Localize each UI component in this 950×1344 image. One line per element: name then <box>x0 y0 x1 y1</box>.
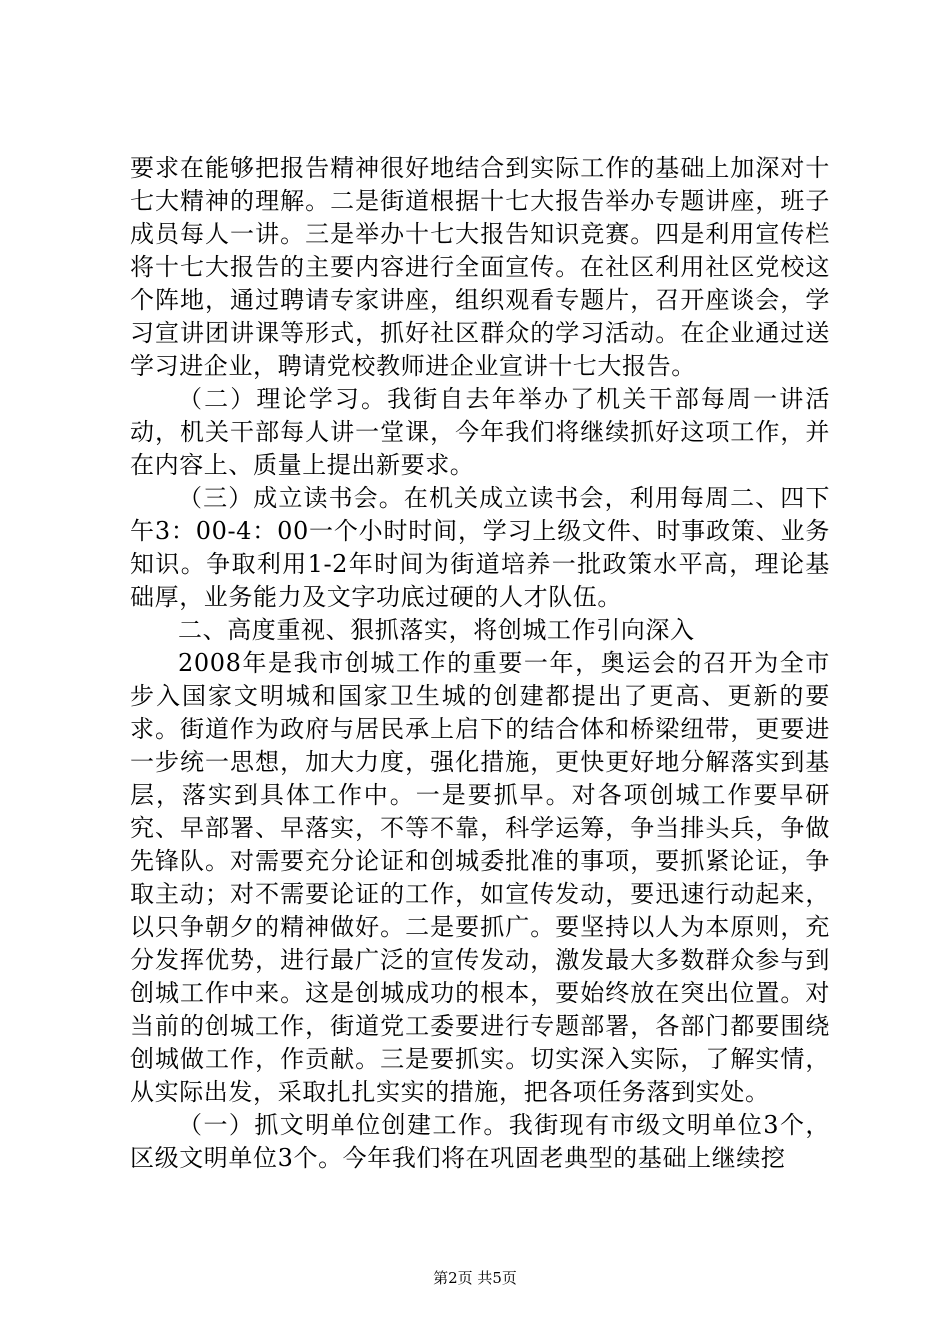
body-text <box>130 152 830 1175</box>
section-heading: 二、高度重视、狠抓落实，将创城工作引向深入 <box>178 616 695 644</box>
paragraph-city-creation: 2008年是我市创城工作的重要一年，奥运会的召开为全市步入国家文明城和国家卫生城的创建都提出了更高、更新的要求。街道作为政府与居民承上启下的结合体和桥梁纽带，更要进一步统一思想，加大力度，强化措施，更快更好地分解落实到基层，落实到具体工作中。一是要抓早。对各项创城工作要早研究、早部署、早落实，不等不靠，科学运筹，争当排头兵，争做先锋队。对需要充分论证和创城委批准的事项，要抓紧论证，争取主动；对不需要论证的工作，如宣传发动，要迅速行动起来，以只争朝夕的精神做好。二是要抓广。要坚持以人为本原则，充分发挥优势，进行最广泛的宣传发动，激发最大多数群众参与到创城工作中来。这是创城成功的根本，要始终放在突出位置。对当前的创城工作，街道党工委要进行专题部署，各部门都要围绕创城做工作，作贡献。三是要抓实。切实深入实际，了解实情，从实际出发，采取扎扎实实的措施，把各项任务落到实处。 <box>130 649 830 1106</box>
paragraph-theory-study: （二）理论学习。我街自去年举办了机关干部每周一讲活动，机关干部每人讲一堂课，今年我们将继续抓好这项工作，并在内容上、质量上提出新要求。 <box>130 385 830 479</box>
paragraph-civilized-units: （一）抓文明单位创建工作。我街现有市级文明单位3个，区级文明单位3个。今年我们将在巩固老典型的基础上继续挖 <box>130 1111 830 1172</box>
page-number: 第2页 共5页 <box>433 1269 517 1287</box>
paragraph-reading-club: （三）成立读书会。在机关成立读书会，利用每周二、四下午3：00-4：00一个小时时间，学习上级文件、时事政策、业务知识。争取利用1-2年时间为街道培养一批政策水平高，理论基础厚，业务能力及文字功底过硬的人才队伍。 <box>130 484 830 611</box>
paragraph-continuation: 要求在能够把报告精神很好地结合到实际工作的基础上加深对十七大精神的理解。二是街道根据十七大报告举办专题讲座，班子成员每人一讲。三是举办十七大报告知识竞赛。四是利用宣传栏将十七大报告的主要内容进行全面宣传。在社区利用社区党校这个阵地，通过聘请专家讲座，组织观看专题片，召开座谈会，学习宣讲团讲课等形式，抓好社区群众的学习活动。在企业通过送学习进企业，聘请党校教师进企业宣讲十七大报告。 <box>130 154 830 380</box>
